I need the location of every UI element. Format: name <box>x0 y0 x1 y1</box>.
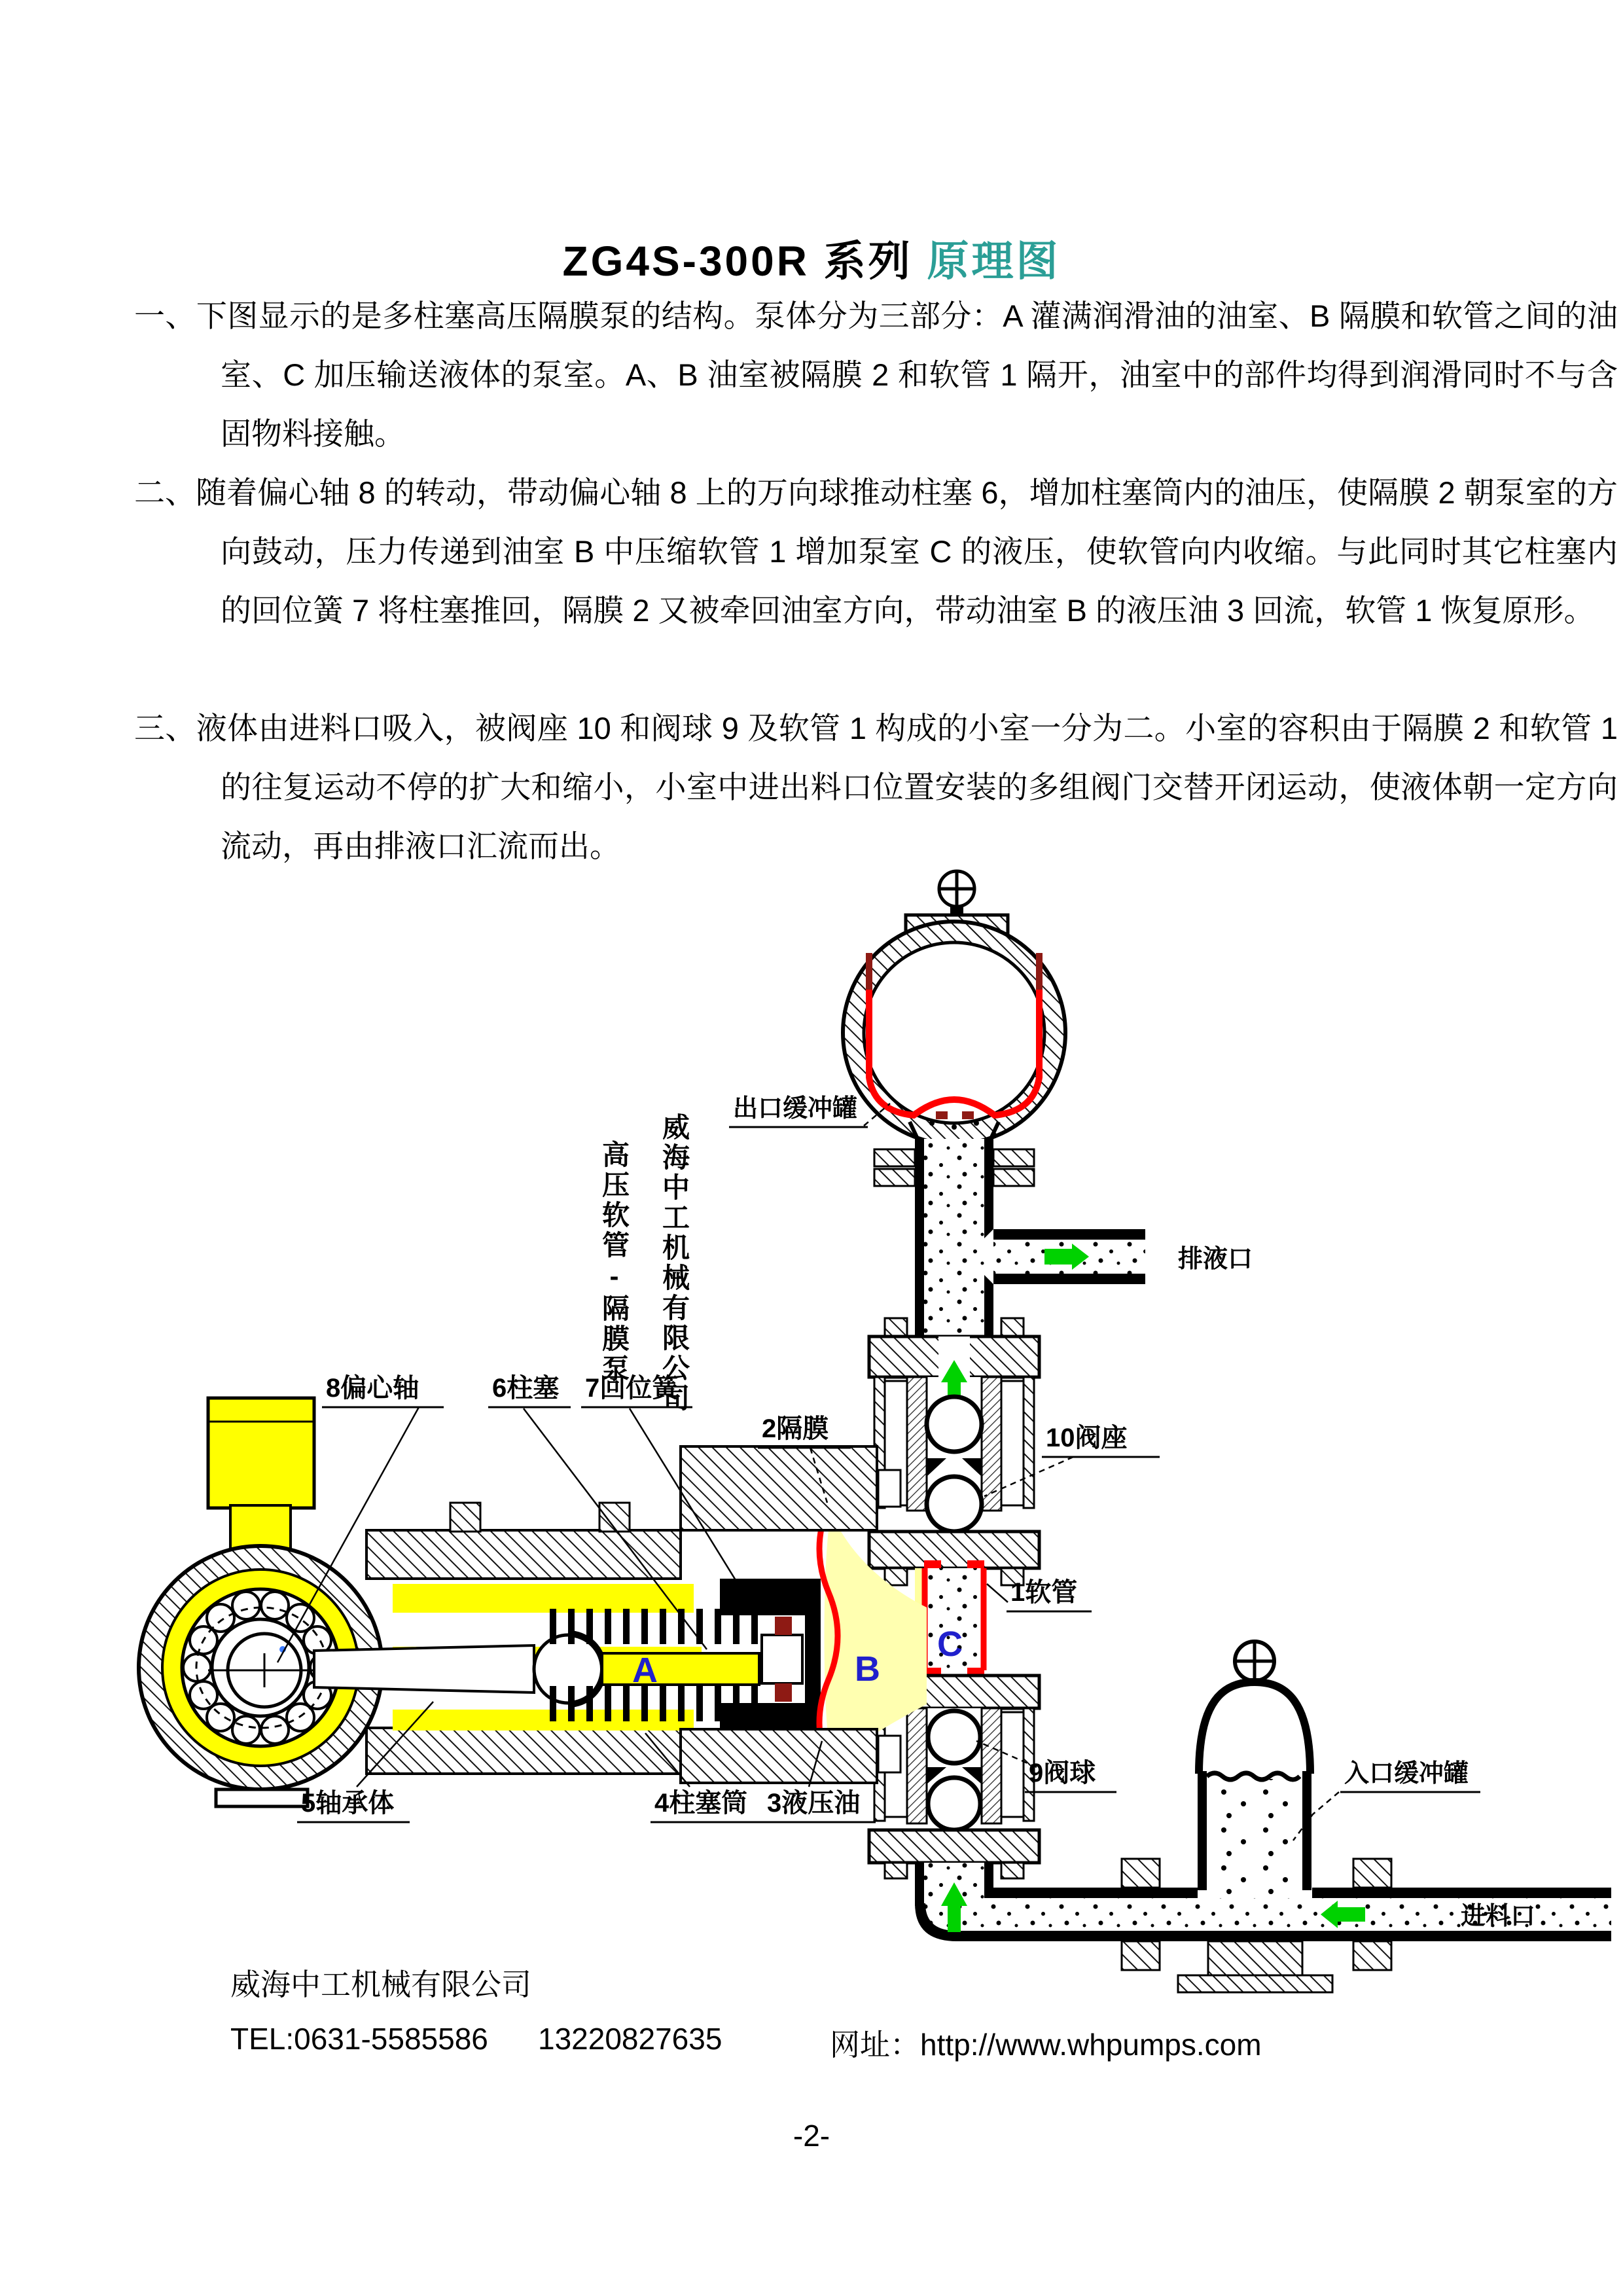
svg-text:3液压油: 3液压油 <box>767 1789 861 1818</box>
page-number: -2- <box>793 2119 830 2153</box>
svg-text:10阀座: 10阀座 <box>1046 1424 1128 1452</box>
footer-website <box>830 2021 1262 2064</box>
footer-website-label: 网址： <box>830 2028 920 2062</box>
tank-support <box>1208 1941 1302 1975</box>
label-discharge-port <box>1178 1246 1253 1273</box>
svg-text:6柱塞: 6柱塞 <box>492 1374 560 1403</box>
paragraph-3-marker: 三、 <box>134 711 196 745</box>
footer-telephone: TEL:0631-5585586 <box>230 2022 488 2056</box>
paragraph-3-text: 液体由进料口吸入，被阀座 10 和阀球 9 及软管 1 构成的小室一分为二。小室的容积由于隔膜 2 和软管 1 的往复运动不停的扩大和缩小，小室中进出料口位置安装的多组阀门交替开闭运动，使液体朝一定方向流动，再由排液口汇流而出。 <box>196 711 1618 863</box>
valve-ball-lower-2 <box>928 1778 980 1830</box>
valve-ball-lower-1 <box>928 1711 980 1763</box>
footer-mobile: 13220827635 <box>538 2022 722 2056</box>
chamber-a-letter: A <box>632 1651 658 1690</box>
svg-text:1软管: 1软管 <box>1010 1578 1078 1607</box>
title-schematic: 原理图 <box>927 238 1061 285</box>
discharge-pipe <box>874 1139 1145 1336</box>
valve-ball-upper-2 <box>927 1477 982 1532</box>
paragraph-2-text: 随着偏心轴 8 的转动，带动偏心轴 8 上的万向球推动柱塞 6，增加柱塞筒内的油压，使隔膜 2 朝泵室的方向鼓动，压力传递到油室 B 中压缩软管 1 增加泵室 C 的液压，使软管向内收缩。与此同时其它柱塞内的回位簧 7 将柱塞推回，隔膜 2 又被牵回油室方向，带动油室 B 的液压油 3 回流，软管 1 恢复原形。 <box>196 475 1618 628</box>
svg-text:入口缓冲罐: 入口缓冲罐 <box>1344 1760 1469 1787</box>
liquid-level-line <box>1207 1773 1300 1780</box>
plunger <box>602 1653 759 1685</box>
footer-company: 威海中工机械有限公司 <box>230 1967 531 2001</box>
upper-valve-assembly <box>869 1318 1039 1585</box>
label-inlet-tank <box>1293 1760 1480 1840</box>
vertical-company-text: 威海中工机械有限公司 <box>659 1113 690 1414</box>
footer-website-url: http://www.whpumps.com <box>920 2028 1262 2062</box>
paragraph-1-marker: 一、 <box>134 298 196 333</box>
outlet-buffer-tank <box>843 871 1065 1144</box>
tank-liquid <box>1207 1779 1302 1898</box>
paragraph-2-marker: 二、 <box>134 475 196 510</box>
pump-body <box>139 1398 927 1806</box>
svg-text:9阀球: 9阀球 <box>1029 1759 1096 1787</box>
svg-text:5轴承体: 5轴承体 <box>301 1789 395 1818</box>
svg-text:进料口: 进料口 <box>1461 1903 1536 1930</box>
connecting-rod <box>314 1645 534 1693</box>
tank-dome <box>1199 1682 1310 1774</box>
svg-text:排液口: 排液口 <box>1178 1246 1253 1273</box>
chamber-c-letter: C <box>937 1624 963 1664</box>
svg-text:7回位簧: 7回位簧 <box>585 1374 679 1403</box>
svg-text:2隔膜: 2隔膜 <box>762 1414 829 1443</box>
oil-cup <box>208 1398 314 1508</box>
svg-text:出口缓冲罐: 出口缓冲罐 <box>733 1095 858 1122</box>
paragraph-1-text: 下图显示的是多柱塞高压隔膜泵的结构。泵体分为三部分：A 灌满润滑油的油室、B 隔膜和软管之间的油室、C 加压输送液体的泵室。A、B 油室被隔膜 2 和软管 1 隔开，油室中的部件均得到润滑同时不与含固物料接触。 <box>196 298 1618 451</box>
title-series: ZG4S-300R 系列 <box>562 238 913 285</box>
chamber-b-letter: B <box>855 1649 880 1689</box>
svg-text:8偏心轴: 8偏心轴 <box>326 1374 419 1403</box>
valve-ball-upper-1 <box>927 1397 982 1452</box>
svg-text:4柱塞筒: 4柱塞筒 <box>654 1789 748 1818</box>
label-inlet-port <box>1461 1903 1535 1930</box>
vertical-product-text: 高压软管-隔膜泵 <box>599 1140 630 1384</box>
